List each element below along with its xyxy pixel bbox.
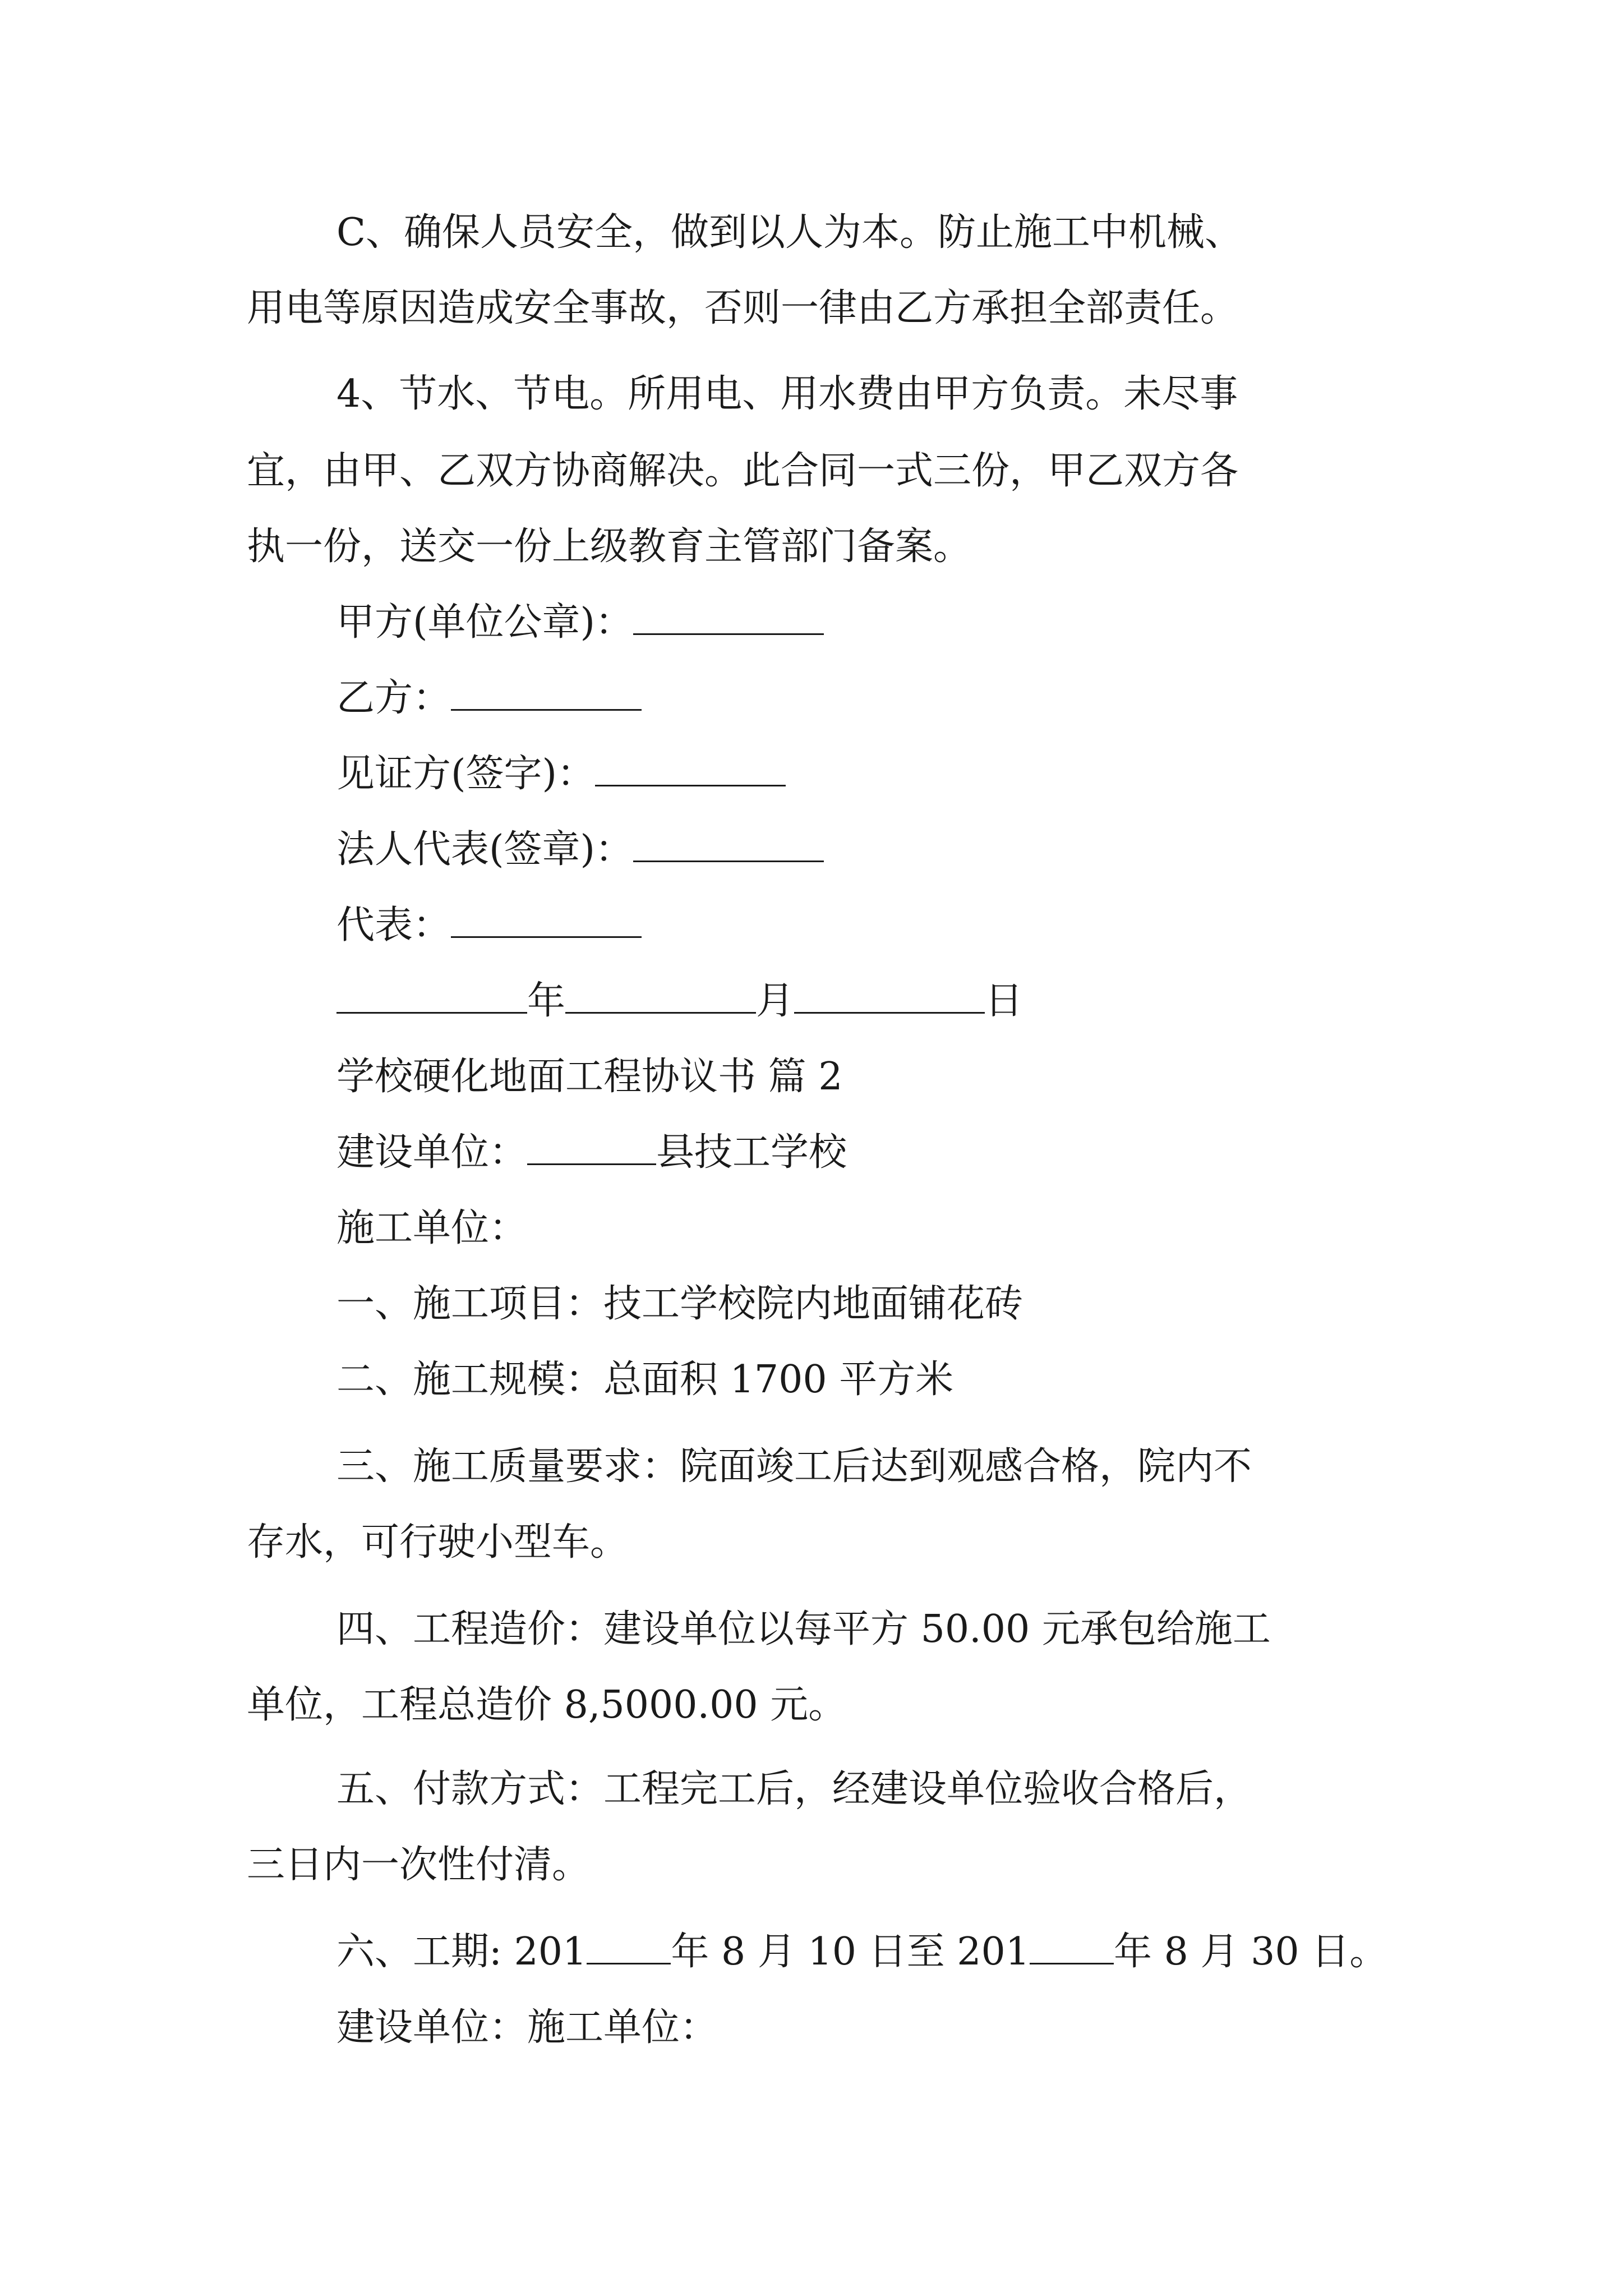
clause-6-start: 六、工期: 201	[336, 1930, 587, 1974]
date-line	[336, 979, 1023, 1024]
paragraph-line: 宜，由甲、乙双方协商解决。此合同一式三份，甲乙双方各	[247, 449, 1239, 493]
clause-4: 四、工程造价：建设单位以每平方 50.00 元承包给施工	[336, 1607, 1271, 1651]
clause-5: 五、付款方式：工程完工后，经建设单位验收合格后，	[336, 1767, 1252, 1811]
builder-label: 建设单位：	[336, 1130, 528, 1175]
section-title: 学校硬化地面工程协议书 篇 2	[336, 1055, 843, 1099]
rep-line	[336, 903, 642, 948]
day-blank	[794, 981, 985, 1014]
witness-line	[336, 752, 786, 797]
clause-3-cont: 存水，可行驶小型车。	[247, 1520, 629, 1565]
legal-rep-label: 法人代表(签章)：	[336, 827, 634, 872]
year-blank	[1030, 1931, 1114, 1964]
clause-6-middle: 年 8 月 10 日至 201	[671, 1930, 1030, 1974]
signature-blank	[451, 678, 642, 711]
signature-line: 建设单位：施工单位：	[336, 2005, 718, 2050]
clause-3: 三、施工质量要求：院面竣工后达到观感合格，院内不	[336, 1444, 1252, 1489]
legal-rep-line	[336, 827, 824, 872]
signature-blank	[595, 753, 786, 786]
contractor-line: 施工单位：	[336, 1206, 528, 1250]
signature-blank	[451, 905, 642, 938]
builder-name: 县技工学校	[656, 1130, 847, 1175]
year-blank	[587, 1931, 671, 1964]
paragraph-line: 4、节水、节电。所用电、用水费由甲方负责。未尽事	[336, 372, 1238, 416]
party-b-label: 乙方：	[336, 676, 451, 720]
month-label: 月	[756, 979, 795, 1023]
party-a-label: 甲方(单位公章)：	[336, 600, 634, 645]
county-blank	[527, 1132, 656, 1165]
clause-1: 一、施工项目：技工学校院内地面铺花砖	[336, 1282, 1023, 1326]
clause-5-cont: 三日内一次性付清。	[247, 1843, 591, 1887]
clause-2: 二、施工规模：总面积 1700 平方米	[336, 1358, 954, 1402]
clause-4-cont: 单位，工程总造价 8,5000.00 元。	[247, 1683, 847, 1727]
party-b-line	[336, 676, 642, 721]
builder-line	[336, 1130, 847, 1175]
clause-6	[336, 1930, 1387, 1975]
year-label: 年	[527, 979, 566, 1023]
paragraph-line: 用电等原因造成安全事故，否则一律由乙方承担全部责任。	[247, 286, 1239, 330]
month-blank	[565, 981, 756, 1014]
rep-label: 代表：	[336, 903, 451, 947]
paragraph-line: C、确保人员安全，做到以人为本。防止施工中机械、	[336, 210, 1243, 255]
clause-6-end: 年 8 月 30 日。	[1114, 1930, 1388, 1974]
party-a-line	[336, 600, 824, 645]
paragraph-line: 执一份，送交一份上级教育主管部门备案。	[247, 524, 972, 569]
year-blank	[336, 981, 527, 1014]
witness-label: 见证方(签字)：	[336, 752, 596, 796]
signature-blank	[633, 829, 824, 862]
signature-blank	[633, 602, 824, 635]
day-label: 日	[985, 979, 1023, 1023]
